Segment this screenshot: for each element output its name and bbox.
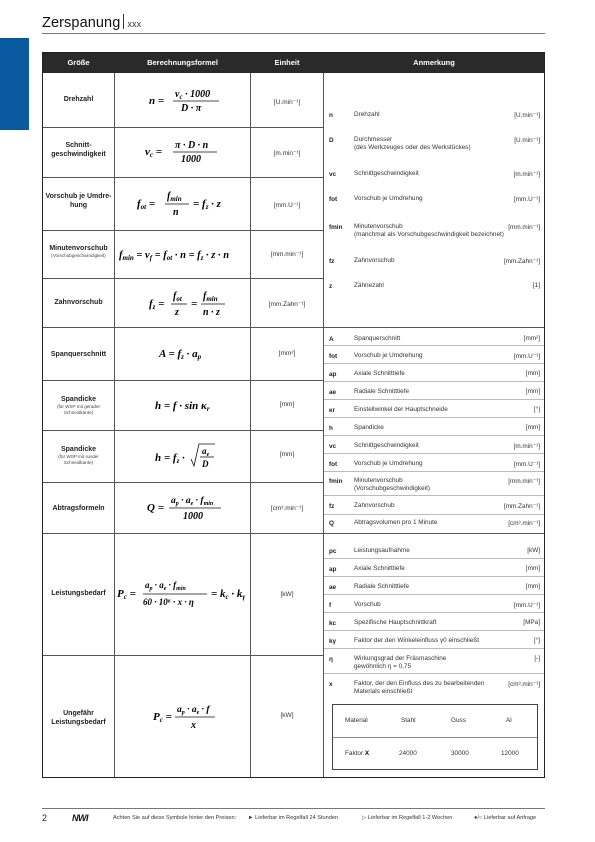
table-header [43,53,544,73]
note-unit: [mm] [525,388,540,395]
note-divider [324,673,544,674]
svg-text:fmin: $f_{min}$ [167,191,182,203]
svg-text:n: n [173,207,179,218]
row-name-minutenvorschub [43,244,114,259]
note-divider [324,471,544,472]
material-value-guss: 30000 [451,750,469,757]
svg-text:Pc =: Pc = [153,711,172,724]
chapter-tab [0,38,29,130]
unit-ungefaehr-leistungsbedarf: [kW] [280,712,294,719]
formula-drehzahl [115,87,250,118]
row-note-spandicke-runde: (für WSP mit runder Schneidkante) [58,454,99,465]
svg-text:vc · 1000: $v_c \cdot 1000$ [175,89,211,101]
note-unit: [mm.min⁻¹] [508,478,540,485]
svg-text:x: x [191,720,196,731]
svg-text:1000: 1000 [183,511,203,522]
col-divider [114,73,115,777]
group-divider [43,327,544,328]
row-divider [43,482,323,483]
svg-text:1000: 1000 [181,154,201,165]
svg-text:ae: $a_e$ [202,446,210,458]
material-row-label-prefix: Faktor [345,750,364,757]
note-unit: [mm] [525,565,540,572]
row-name-schnittgeschwindigkeit: Schnitt- geschwindigkeit [51,142,106,158]
note-unit: [°] [533,637,540,644]
formula-minutenvorschub-svg [115,246,250,264]
row-divider [43,127,323,128]
footer-note: Achten Sie auf diese Symbole hinter den Preisen: [113,815,237,821]
formula-schnittgeschwindigkeit-svg [115,138,250,166]
formula-ungefaehr-leistungsbedarf [115,702,250,735]
unit-drehzahl: [U.min⁻¹] [273,99,301,106]
note-symbol: kc [329,620,337,627]
svg-text:vc =: vc = [145,146,163,159]
note-symbol: pc [329,548,337,555]
svg-text:D: D [202,459,209,469]
note-description: Radiale Schnitttiefe [354,388,410,395]
material-header-material: Material [345,717,368,724]
note-divider [324,612,544,613]
note-divider [324,648,544,649]
note-symbol: ap [329,371,337,378]
note-description: Minutenvorschub (manchmal als Vorschubgeschwindigkeit bezeichnet) [354,223,504,238]
note-symbol: fmin [329,224,343,231]
col-header-anmerkung: Anmerkung [413,58,455,67]
row-divider [43,655,323,656]
note-symbol: x [329,681,333,688]
material-header-al: Al [506,717,512,724]
note-description: Wirkungsgrad der Fräsmaschine gewöhnlich η = 0,75 [354,655,447,670]
unit-schnittgeschwindigkeit: [m.min⁻¹] [273,150,301,157]
material-table [332,704,538,770]
note-description: Zähnezahl [354,282,384,289]
note-unit: [mm²] [523,335,540,342]
row-name-abtragsformeln: Abtragsformeln [52,505,105,512]
row-name-spandicke-runde [43,445,114,466]
note-symbol: ap [329,566,337,573]
note-unit: [°] [533,406,540,413]
unit-vorschub-je-umdrehung: [mm.U⁻¹] [273,202,301,209]
note-unit: [mm.U⁻¹] [513,602,540,609]
svg-text:ap · ae · f: $a_p \cdot a_e \cdot f$ [177,705,210,716]
page-number: 2 [42,813,48,823]
col-header-einheit: Einheit [274,58,300,67]
note-description: Vorschub [354,601,381,608]
row-note-minutenvorschub: (Vorschubgeschwindigkeit) [51,253,106,258]
note-divider [324,381,544,382]
row-divider [43,177,323,178]
note-unit: [MPa] [523,619,540,626]
note-unit: [kW] [527,547,540,554]
note-description: Faktor der den Winkeleinfluss γ0 einschließt [354,637,480,644]
material-header-guss: Guss [451,717,466,724]
col-divider [323,73,324,777]
formula-ungefaehr-svg [115,702,250,732]
note-unit: [U.min⁻¹] [514,112,540,119]
note-symbol: fz [329,258,335,265]
note-description: Schnittgeschwindigkeit [354,170,419,177]
svg-text:n =: n = [149,95,165,107]
row-divider [43,230,323,231]
note-symbol: fmin [329,478,343,485]
unit-spandicke-gerade: [mm] [279,401,295,408]
note-unit: [mm] [525,583,540,590]
svg-text:z: z [175,307,179,318]
note-divider [324,363,544,364]
note-symbol: kγ [329,638,337,645]
formula-spandicke-gerade [115,397,250,418]
note-description: Vorschub je Umdrehung [354,460,423,467]
col-header-groesse: Größe [67,58,90,67]
formula-minutenvorschub [115,246,250,267]
row-name-spandicke-runde-label: Spandicke [60,446,96,453]
row-name-spanquerschnitt: Spanquerschnitt [50,351,107,358]
material-row-label-symbol: X [364,750,370,757]
formula-zahnvorschub [115,289,250,322]
unit-spandicke-runde: [mm] [279,451,295,458]
row-divider [43,430,323,431]
note-symbol: ae [329,584,337,591]
col-divider [250,73,251,777]
note-divider [324,558,544,559]
material-header-stahl: Stahl [401,717,416,724]
material-value-stahl: 24000 [399,750,417,757]
svg-text:ap · ae · fmin: $a_p \cdot a_e \cdot f_{min}$ [145,580,186,592]
note-unit: [m.min⁻¹] [513,443,540,450]
note-description: Axiale Schnitttiefe [354,370,405,377]
unit-minutenvorschub: [mm.min⁻¹] [270,251,304,258]
svg-text:fz =: fz = [149,298,165,311]
note-description: Schnittgeschwindigkeit [354,442,419,449]
formula-drehzahl-svg [115,87,250,115]
note-description: Leistungsaufnahme [354,547,410,554]
svg-text:D · π: D · π [181,103,202,114]
note-description: Einstellwinkel der Hauptschneide [354,406,448,413]
material-value-al: 12000 [501,750,519,757]
note-unit: [cm³.min⁻¹] [508,681,540,688]
svg-text:h = fz ·: h = fz · [155,452,185,465]
svg-text:h = f · sin κr: h = f · sin κr [155,400,210,413]
svg-text:Pc =: Pc = [117,588,136,601]
note-divider [324,576,544,577]
note-unit: [mm.Zahn⁻¹] [503,258,540,265]
note-unit: [mm.U⁻¹] [513,353,540,360]
material-row-label [345,750,369,757]
note-symbol: z [329,283,333,290]
note-symbol: fz [329,503,335,510]
formula-abtragsformeln [115,493,250,526]
svg-text:= kc · kγ: = kc · kγ [211,588,246,601]
page-title [42,14,141,31]
note-unit: [cm³.min⁻¹] [508,520,540,527]
note-divider [324,345,544,346]
unit-leistungsbedarf: [kW] [280,591,294,598]
footer-rule [42,808,545,809]
formula-table [42,52,545,778]
svg-text:π · D · n: π · D · n [175,140,209,151]
svg-text:A = fz · ap: A = fz · ap [159,348,202,361]
note-unit: [m.min⁻¹] [513,171,540,178]
note-description: Minutenvorschub (Vorschubgeschwindigkeit) [354,477,431,492]
note-symbol: A [329,336,334,343]
footer-legend-anfrage: ●/○ Lieferbar auf Anfrage [474,815,537,821]
formula-leistungsbedarf [115,578,250,613]
note-description: Abtragsvolumen pro 1 Minute [354,519,438,526]
unit-zahnvorschub: [mm.Zahn⁻¹] [268,301,306,308]
title-subtitle: xxx [127,19,142,29]
note-symbol: n [329,112,333,119]
row-name-drehzahl: Drehzahl [63,96,94,103]
note-description: Faktor, der den Einfluss des zu bearbeitenden Materials einschließt [354,680,485,695]
note-unit: [mm.Zahn⁻¹] [503,503,540,510]
note-description: Drehzahl [354,111,380,118]
unit-abtragsformeln: [cm³.min⁻¹] [270,505,304,512]
row-name-minutenvorschub-label: Minutenvorschub [49,245,108,252]
note-description: Spezifische Hauptschnittkraft [354,619,437,626]
note-divider [324,514,544,515]
footer-legend-1-2-wochen: ▷ Lieferbar im Regelfall 1-2 Wochen [362,815,453,821]
brand-logo: NWI [72,813,88,823]
note-description: Zahnvorschub [354,502,395,509]
note-divider [324,453,544,454]
formula-spanquerschnitt [115,345,250,366]
note-symbol: vc [329,443,337,450]
row-name-spandicke-gerade-label: Spandicke [60,396,96,403]
note-description: Zahnvorschub [354,257,395,264]
svg-text:fmin: $f_{min}$ [203,291,218,303]
note-divider [324,594,544,595]
svg-text:ap · ae · fmin: $a_p \cdot a_e \cdot f_{min}$ [171,496,214,507]
formula-vorschub-svg [115,189,250,219]
note-unit: [U.min⁻¹] [514,137,540,144]
formula-zahnvorschub-svg [115,289,250,319]
row-note-spandicke-gerade: (für WSP mit gerader Schneidkante) [56,404,101,415]
formula-spandicke-runde-svg [115,442,250,472]
note-symbol: f [329,602,332,609]
formula-spanquerschnitt-svg [115,345,250,363]
svg-text:= fz · z: = fz · z [193,198,221,211]
formula-spandicke-runde [115,442,250,475]
note-divider [324,435,544,436]
note-symbol: fot [329,461,338,468]
note-symbol: η [329,656,333,663]
row-divider [43,278,323,279]
note-symbol: h [329,425,333,432]
row-name-spandicke-gerade [43,395,114,416]
svg-text:60 · 10⁶ · x · η: 60 · 10⁶ · x · η [143,597,194,607]
svg-text:=: = [191,298,198,310]
footer-legend-24h: ► Lieferbar im Regelfall 24 Stunden [248,815,339,821]
note-symbol: vc [329,171,337,178]
note-divider [324,417,544,418]
note-description: Durchmesser (des Werkzeuges oder des Werkstückes) [354,136,471,151]
note-divider [324,399,544,400]
note-symbol: D [329,137,334,144]
note-divider [324,630,544,631]
note-symbol: Q [329,520,334,527]
row-name-zahnvorschub: Zahnvorschub [54,299,103,306]
header-rule [42,33,545,34]
col-header-formel: Berechnungsformel [147,58,218,67]
svg-text:n · z: n · z [203,307,220,318]
title-text: Zerspanung [42,15,121,31]
note-description: Spandicke [354,424,384,431]
note-unit: [1] [532,282,540,289]
svg-text:fot: $f_{ot}$ [173,291,182,303]
note-unit: [mm.U⁻¹] [513,461,540,468]
note-unit: [-] [534,655,540,662]
note-symbol: ae [329,389,337,396]
row-divider [43,380,323,381]
formula-schnittgeschwindigkeit [115,138,250,169]
group-divider [43,533,544,534]
row-name-ungefaehr-leistungsbedarf: Ungefähr Leistungsbedarf [51,710,106,726]
material-table-divider [333,737,537,738]
row-name-vorschub-je-umdrehung: Vorschub je Umdre- hung [45,193,112,209]
note-description: Radiale Schnitttiefe [354,583,410,590]
note-description: Vorschub je Umdrehung [354,352,423,359]
note-description: Vorschub je Umdrehung [354,195,423,202]
svg-text:fot =: fot = [137,198,156,211]
note-unit: [mm.U⁻¹] [513,196,540,203]
note-description: Spanquerschnitt [354,335,401,342]
formula-leistungsbedarf-svg [115,578,250,610]
row-name-leistungsbedarf: Leistungsbedarf [51,590,106,597]
note-description: Axiale Schnitttiefe [354,565,405,572]
note-divider [324,495,544,496]
formula-vorschub-je-umdrehung [115,189,250,222]
note-symbol: fot [329,196,338,203]
note-symbol: fot [329,353,338,360]
svg-text:Q =: Q = [147,502,164,514]
note-unit: [mm.min⁻¹] [508,224,540,231]
formula-spandicke-gerade-svg [115,397,250,415]
formula-abtragsformeln-svg [115,493,250,523]
note-unit: [mm] [525,370,540,377]
svg-text:fmin = vf = fot · n = fz · z ·: fmin = vf = fot · n = fz · z · n [119,250,230,262]
unit-spanquerschnitt: [mm²] [278,350,296,357]
title-separator [123,14,124,29]
note-symbol: κr [329,407,336,414]
note-unit: [mm] [525,424,540,431]
